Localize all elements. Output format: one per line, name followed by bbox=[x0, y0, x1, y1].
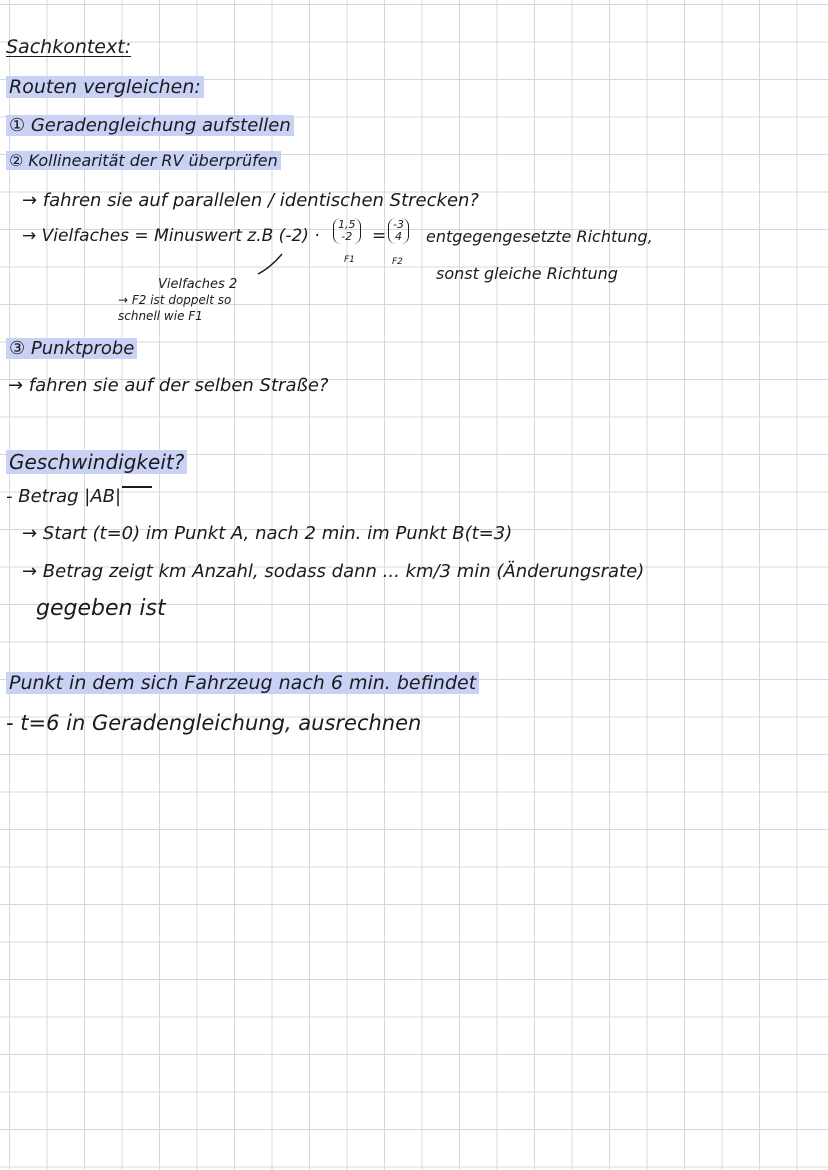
equals-sign: = bbox=[372, 226, 387, 246]
step-2-text: ② Kollinearität der RV überprüfen bbox=[6, 151, 281, 170]
routes-title-text: Routen vergleichen: bbox=[6, 76, 204, 98]
step-1-text: ① Geradengleichung aufstellen bbox=[6, 115, 294, 136]
t6-line: - t=6 in Geradengleichung, ausrechnen bbox=[6, 711, 422, 735]
parallel-question: → fahren sie auf parallelen / identischen Strecken? bbox=[22, 190, 479, 211]
speed-heading bbox=[6, 452, 187, 472]
start-line: → Start (t=0) im Punkt A, nach 2 min. im Punkt B(t=3) bbox=[22, 523, 513, 544]
same-direction: sonst gleiche Richtung bbox=[436, 264, 618, 283]
pointer-stroke bbox=[256, 248, 286, 278]
vector-f2-x: -3 bbox=[393, 218, 404, 231]
vector-f2-y: 4 bbox=[394, 230, 402, 244]
note-multiple: Vielfaches 2 bbox=[158, 277, 238, 292]
note-fast: schnell wie F1 bbox=[118, 309, 203, 323]
given-line: gegeben ist bbox=[36, 596, 166, 621]
label-f1: F1 bbox=[344, 255, 355, 265]
routes-title bbox=[6, 78, 204, 97]
multiple-line: → Vielfaches = Minuswert z.B (-2) · bbox=[22, 226, 320, 246]
point-heading bbox=[6, 674, 479, 693]
vector-f2 bbox=[388, 218, 409, 244]
heading-sachkontext: Sachkontext: bbox=[6, 36, 132, 58]
step-3-text: ③ Punktprobe bbox=[6, 338, 137, 359]
opposite-direction: entgegengesetzte Richtung, bbox=[426, 227, 653, 246]
vector-f1-x: 1,5 bbox=[338, 218, 356, 231]
step-1 bbox=[6, 117, 294, 135]
same-road-question: → fahren sie auf der selben Straße? bbox=[8, 375, 329, 396]
step-2 bbox=[6, 153, 281, 169]
vector-f1 bbox=[333, 218, 361, 244]
vector-f1-y: -2 bbox=[341, 230, 353, 244]
label-f2: F2 bbox=[392, 257, 403, 267]
point-heading-text: Punkt in dem sich Fahrzeug nach 6 min. befindet bbox=[6, 672, 479, 694]
step-3 bbox=[6, 340, 137, 358]
note-f2: → F2 ist doppelt so bbox=[118, 293, 232, 307]
amount-line: - Betrag |AB| bbox=[6, 486, 122, 507]
vector-arrow-bar bbox=[122, 486, 152, 488]
speed-heading-text: Geschwindigkeit? bbox=[6, 450, 187, 474]
amount-explanation: → Betrag zeigt km Anzahl, sodass dann ... km/3 min (Änderungsrate) bbox=[22, 561, 645, 582]
